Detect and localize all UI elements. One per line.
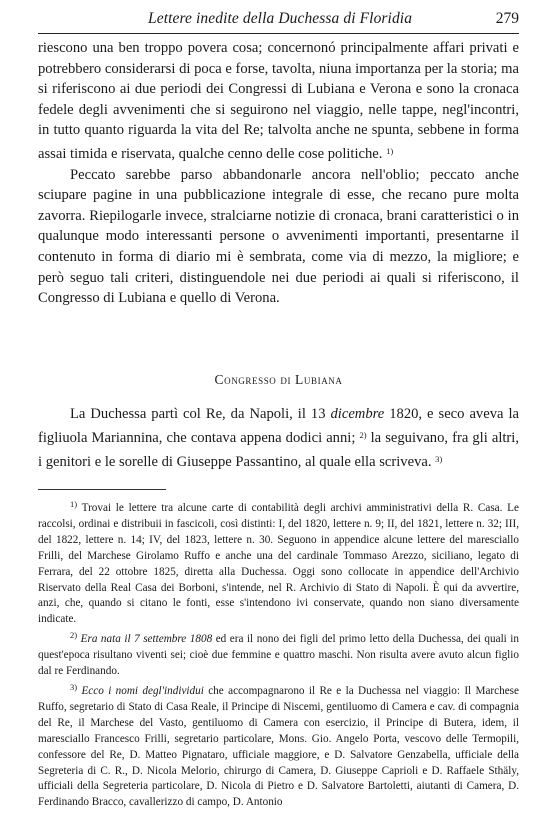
footnote-3-mark: 3): [70, 681, 78, 692]
footnote-ref-1: 1): [386, 145, 394, 156]
footnote-2-text: ed era il nono dei figli del primo letto della Duchessa, dei quali in quest'epoca risultano viventi sei; cioè due femmine e quattro maschi. Non risulta avere avuto alcun figlio dal re Ferdinando.: [38, 633, 520, 678]
footnotes: [38, 497, 519, 811]
footnote-ref-3: 3): [435, 453, 443, 464]
footnote-separator: [38, 489, 166, 490]
footnote-3: [38, 680, 519, 811]
page-number: 279: [495, 10, 519, 27]
footnote-ref-2: 2): [359, 429, 367, 440]
footnote-2-text-italic: Era nata il 7 settembre 1808: [80, 633, 213, 646]
footnote-3-text-italic: Ecco i nomi degl'individui: [81, 684, 204, 697]
footnote-2-mark: 2): [70, 630, 78, 641]
footnote-2: [38, 628, 519, 680]
running-header: [38, 6, 519, 32]
paragraph-2: Peccato sarebbe parso abbandonarle ancora nell'oblio; peccato anche sciupare pagine in una pubblicazione integrale di esse, che recano pure molta zavorra. Riepilogarle invece, stralciarne notizie di cronaca, brani caratteristici o in qualunque modo interessanti persone o avvenimenti importanti, presentarne il contenuto in forma di diario mi è sembrata, come via di mezzo, la migliore; e però seguo tali criteri, distinguendole nei due periodi ai quali si riferiscono, il Congresso di Lubiana e quello di Verona.: [38, 166, 519, 307]
section-text-middle: 1820, e seco aveva la figliuola Mariannina, che contava appena dodici anni;: [38, 406, 519, 446]
footnote-1: [38, 497, 519, 628]
running-title: Lettere inedite della Duchessa di Floridia: [148, 10, 413, 27]
section-paragraph: [38, 404, 519, 472]
section-text-start: La Duchessa partì col Re, da Napoli, il 13: [70, 406, 331, 422]
section-date-month: dicembre: [330, 406, 385, 422]
paragraph-1-text: riescono una ben troppo povera cosa; concernonó principalmente affari privati e potrebbero considerarsi di poca e forse, tavolta, niuna importanza per la storia; ma si riferiscono ai due periodi dei Congressi di Lubiana e Verona e sono la cronaca fedele degli avvenimenti che si seguirono nel viaggio, nelle tappe, negl'incontri, in tutto quanto riguarda la vita del Re; talvolta anche ne spunta, sebbene in forma assai timida e riservata, qualche cenno delle cose politiche.: [38, 40, 519, 162]
header-rule: [38, 33, 519, 34]
paragraph-continued: [38, 38, 519, 165]
footnote-3-text: che accompagnarono il Re e la Duchessa nel viaggio: Il Marchese Ruffo, segretario di Stato di Casa Reale, il Principe di Niscemi, gentiluomo di Camera e cav. di compagnia del Re, il Marchese del Vasto, gentiluomo di Camera con esercizio, il Principe di Butera, idem, il maresciallo Francesco Frilli, segretario particolare, Mons. Gio. Angelo Porta, vescovo delle Termopili, confessore del Re, D. Matteo Pignataro, ufficiale maggiore, e D. Salvatore Genzabella, ufficiale della Segreteria di C. R., D. Nicola Melorio, chirurgo di Camera, D. Giuseppe Caprioli e D. Raffaele Sthäly, ufficiali della Segreteria particolare, D. Nicola di Pietro e D. Salvatore Bartoletti, aiutanti di Camera, D. Ferdinando Bracco, cavallerizzo di campo, D. Antonio: [38, 684, 520, 809]
section-heading: Congresso di Lubiana: [214, 372, 343, 387]
footnote-1-text: Trovai le lettere tra alcune carte di contabilità degli archivi amministrativi della R. Casa. Le raccolsi, ordinai e distribuii in fascicoli, così distinti: I, del 1820, lettere n. 9; II, del 1821, lettere n. 32; III, del 1822, lettere n. 14; IV, del 1823, lettere n. 30. Seguono in appendice alcune lettere del maresciallo Frilli, del Marchese Girolamo Ruffo e anche una del cardinale Tommaso Arezzo, siciliano, legato di Ferrara, del 22 ottobre 1825, diretta alla Duchessa. Oggi sono collocate in appendice dell'Archivio Riservato della Real Casa dei Borboni, s'intende, nel R. Archivio di Stato di Napoli. È qui da avvertire, anzi, che, quando si citano le fonti, esse s'intendono ivi conservate, quando non siano diversamente indicate.: [38, 502, 519, 626]
section-body: [38, 404, 519, 472]
section-text-end: la seguivano, fra gli altri, i genitori e le sorelle di Giuseppe Passantino, al quale ella scriveva.: [38, 429, 519, 470]
main-text: [38, 38, 519, 309]
footnote-1-mark: 1): [70, 499, 78, 509]
